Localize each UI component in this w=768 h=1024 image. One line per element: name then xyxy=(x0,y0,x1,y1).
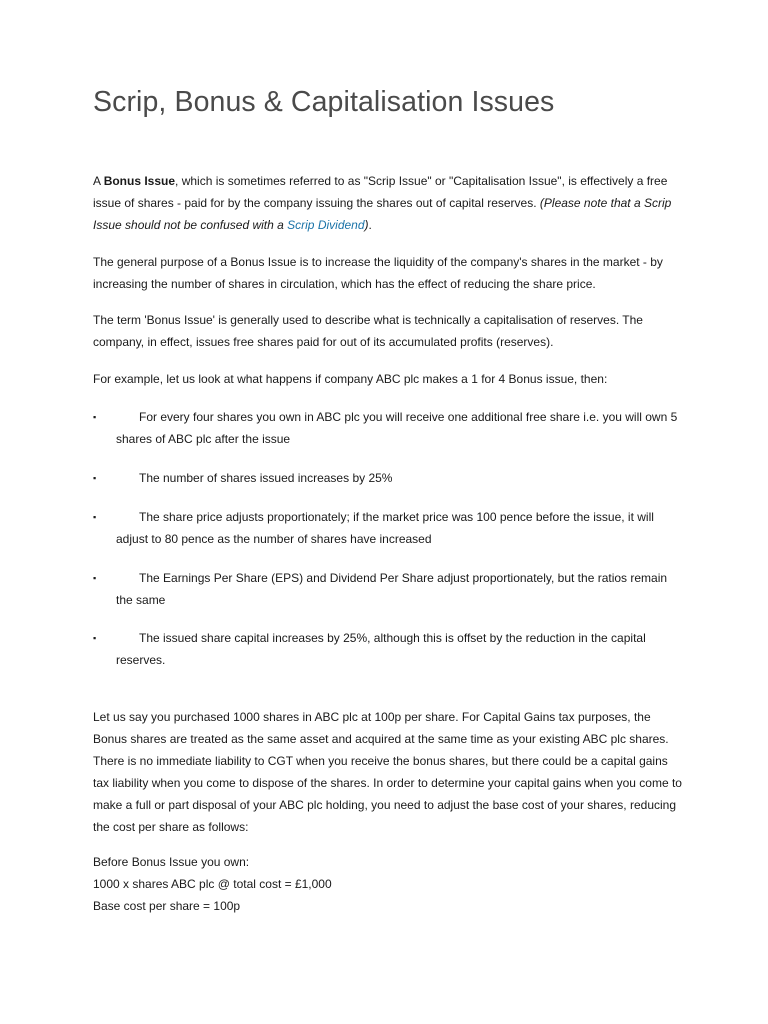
holding-line: 1000 x shares ABC plc @ total cost = £1,000 xyxy=(93,877,332,891)
bullet-item xyxy=(93,467,683,489)
example-paragraph: For example, let us look at what happens if company ABC plc makes a 1 for 4 Bonus issue, then: xyxy=(93,372,608,386)
purpose-paragraph: The general purpose of a Bonus Issue is to increase the liquidity of the company's shares in the market - by increasing the number of shares in circulation, which has the effect of reducing the share price. xyxy=(93,255,663,291)
bonus-issue-term: Bonus Issue xyxy=(103,174,176,188)
bullet-marker: ▪ xyxy=(93,633,97,643)
intro-text-a: A xyxy=(93,174,104,188)
bullet-marker: ▪ xyxy=(93,573,97,583)
bullet-item xyxy=(93,627,683,671)
intro-note-pre: (Please note that a Scrip Issue should not be confused with a xyxy=(93,196,672,232)
page-title: Scrip, Bonus & Capitalisation Issues xyxy=(93,86,555,118)
bullet-item xyxy=(93,406,683,450)
bullet-text: For every four shares you own in ABC plc you will receive one additional free share i.e. you will own 5 shares of ABC plc after the issue xyxy=(116,410,678,446)
intro-text-rest: , which is sometimes referred to as "Scrip Issue" or "Capitalisation Issue", is effectively a free issue of shares - paid for by the company issuing the shares out of capital reserves. xyxy=(93,174,668,210)
term-paragraph: The term 'Bonus Issue' is generally used to describe what is technically a capitalisation of reserves. The company, in effect, issues free shares paid for out of its accumulated profits (reserves). xyxy=(93,313,643,349)
bullet-text: The number of shares issued increases by 25% xyxy=(139,471,393,485)
base-cost-line: Base cost per share = 100p xyxy=(93,899,241,913)
intro-end: . xyxy=(368,218,372,232)
bullet-item xyxy=(93,506,683,550)
bullet-marker: ▪ xyxy=(93,473,97,483)
cgt-paragraph: Let us say you purchased 1000 shares in ABC plc at 100p per share. For Capital Gains tax purposes, the Bonus shares are treated as the same asset and acquired at the same time as your existing ABC plc shares. There is no immediate liability to CGT when you receive the bonus shares, but there could be a capital gains tax liability when you come to dispose of the shares. In order to determine your capital gains when you come to make a full or part disposal of your ABC plc holding, you need to adjust the base cost of your shares, reducing the cost per share as follows: xyxy=(93,710,682,834)
before-heading: Before Bonus Issue you own: xyxy=(93,855,250,869)
bullet-marker: ▪ xyxy=(93,512,97,522)
bullet-text: The share price adjusts proportionately; if the market price was 100 pence before the issue, it will adjust to 80 pence as the number of shares have increased xyxy=(116,510,654,546)
bullet-text: The issued share capital increases by 25%, although this is offset by the reduction in the capital reserves. xyxy=(116,631,646,667)
scrip-dividend-link[interactable]: Scrip Dividend xyxy=(287,218,365,232)
bullet-marker: ▪ xyxy=(93,412,97,422)
intro-paragraph xyxy=(93,170,683,236)
bullet-item xyxy=(93,567,683,611)
bullet-text: The Earnings Per Share (EPS) and Dividend Per Share adjust proportionately, but the ratios remain the same xyxy=(116,571,668,607)
intro-note-post: ) xyxy=(364,218,369,232)
